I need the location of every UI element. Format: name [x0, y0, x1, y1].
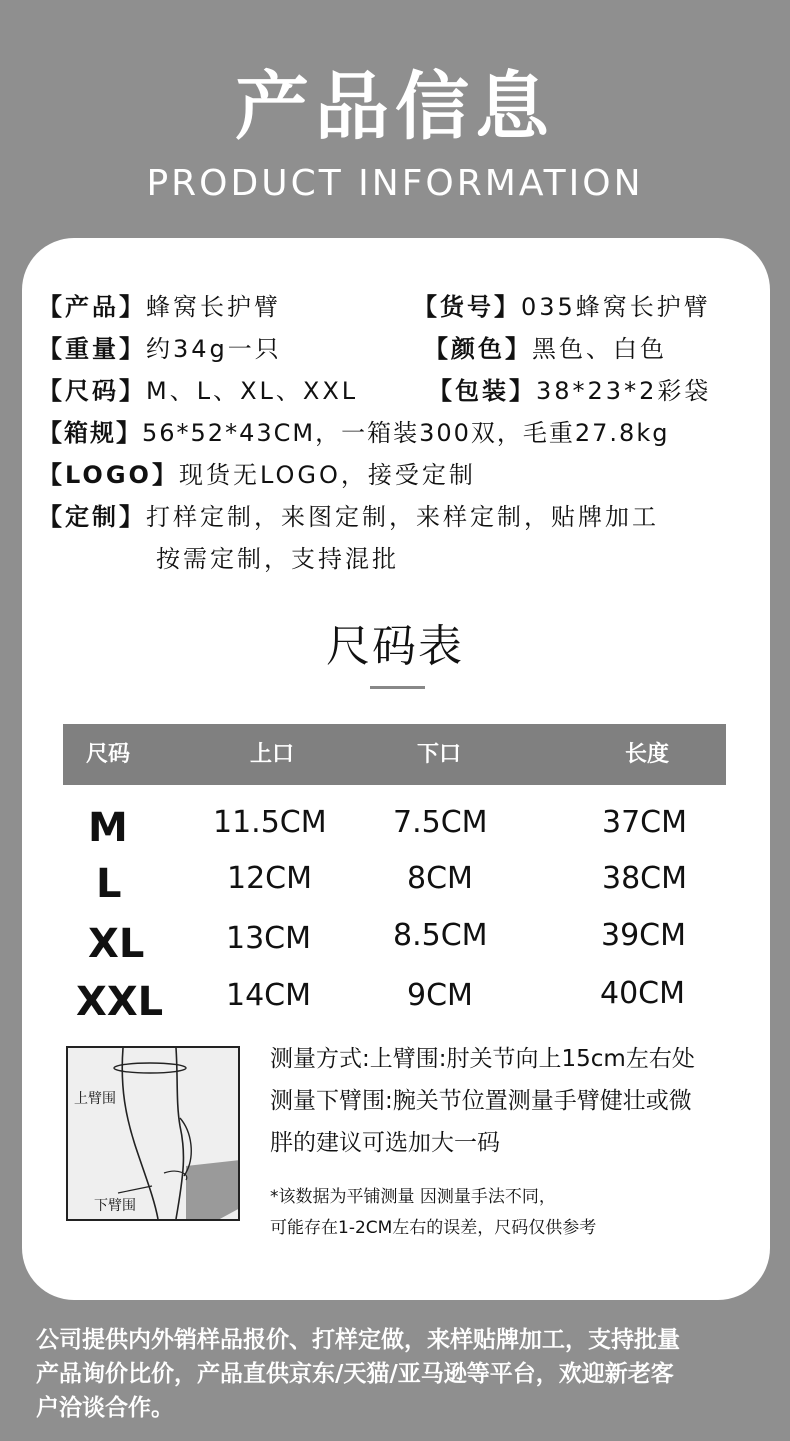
info-row-color [424, 334, 667, 364]
info-row-pack [428, 376, 711, 406]
info-value: 56*52*43CM，一箱装300双，毛重27.8kg [142, 419, 670, 447]
info-key: 【货号】 [413, 293, 521, 321]
info-key: 【重量】 [38, 335, 146, 363]
info-value: 按需定制，支持混批 [156, 545, 399, 573]
info-value: 约34g一只 [146, 335, 282, 363]
info-row-item-no [413, 292, 711, 322]
measure-line-2: 测量下臂围:腕关节位置测量手臂健壮或微 [270, 1088, 692, 1114]
info-row-custom-cont [156, 544, 399, 574]
info-value: 现货无LOGO，接受定制 [178, 461, 476, 489]
info-key: 【箱规】 [38, 419, 142, 447]
th-lower: 下口 [417, 742, 462, 767]
info-value: 黑色、白色 [532, 335, 667, 363]
size-label-l: L [96, 861, 122, 907]
arm-illustration [68, 1048, 238, 1219]
info-row-custom [38, 502, 659, 532]
cell-upper: 12CM [227, 861, 313, 896]
info-row-weight [38, 334, 282, 364]
measure-note-1: *该数据为平铺测量 因测量手法不同， [270, 1187, 556, 1207]
footer-line-2: 产品询价比价，产品直供京东/天猫/亚马逊等平台，欢迎新老客 [36, 1361, 674, 1387]
cell-lower: 8CM [407, 861, 473, 896]
info-row-size [38, 376, 358, 406]
size-label-m: M [88, 805, 128, 851]
info-row-box [38, 418, 669, 448]
info-key: 【LOGO】 [38, 461, 179, 489]
th-size: 尺码 [86, 742, 131, 767]
info-value: 38*23*2彩袋 [536, 377, 712, 405]
size-chart-divider [370, 686, 425, 689]
page-title-en: PRODUCT INFORMATION [146, 163, 644, 204]
size-label-xl: XL [88, 921, 145, 967]
size-chart-title: 尺码表 [326, 621, 464, 672]
th-upper: 上口 [250, 742, 295, 767]
arm-measurement-diagram [66, 1046, 240, 1221]
cell-lower: 7.5CM [393, 805, 488, 840]
measure-note-2: 可能存在1-2CM左右的误差，尺码仅供参考 [270, 1218, 597, 1238]
footer-line-3: 户洽谈合作。 [36, 1395, 174, 1421]
info-value: M、L、XL、XXL [146, 377, 359, 405]
measure-line-3: 胖的建议可选加大一码 [270, 1130, 500, 1156]
cell-lower: 9CM [407, 978, 473, 1013]
footer-line-1: 公司提供内外销样品报价、打样定做，来样贴牌加工，支持批量 [36, 1327, 680, 1353]
lower-arm-label: 下臂围 [94, 1198, 136, 1214]
cell-length: 39CM [601, 918, 687, 953]
size-label-xxl: XXL [76, 979, 164, 1025]
info-value: 035蜂窝长护臂 [521, 293, 711, 321]
cell-lower: 8.5CM [393, 918, 488, 953]
measure-line-1: 测量方式:上臂围:肘关节向上15cm左右处 [270, 1046, 695, 1072]
info-key: 【定制】 [38, 503, 146, 531]
cell-upper: 13CM [226, 921, 312, 956]
cell-length: 40CM [600, 976, 686, 1011]
cell-length: 38CM [602, 861, 688, 896]
th-length: 长度 [625, 742, 670, 767]
cell-length: 37CM [602, 805, 688, 840]
upper-arm-label: 上臂围 [74, 1091, 116, 1107]
info-key: 【颜色】 [424, 335, 532, 363]
cell-upper: 11.5CM [213, 805, 327, 840]
info-key: 【尺码】 [38, 377, 146, 405]
info-row-logo [38, 460, 476, 490]
page-title-cn: 产品信息 [235, 64, 555, 150]
info-row-product [38, 292, 281, 322]
info-value: 蜂窝长护臂 [146, 293, 281, 321]
info-key: 【包装】 [428, 377, 536, 405]
info-value: 打样定制，来图定制，来样定制，贴牌加工 [146, 503, 659, 531]
cell-upper: 14CM [226, 978, 312, 1013]
info-key: 【产品】 [38, 293, 146, 321]
